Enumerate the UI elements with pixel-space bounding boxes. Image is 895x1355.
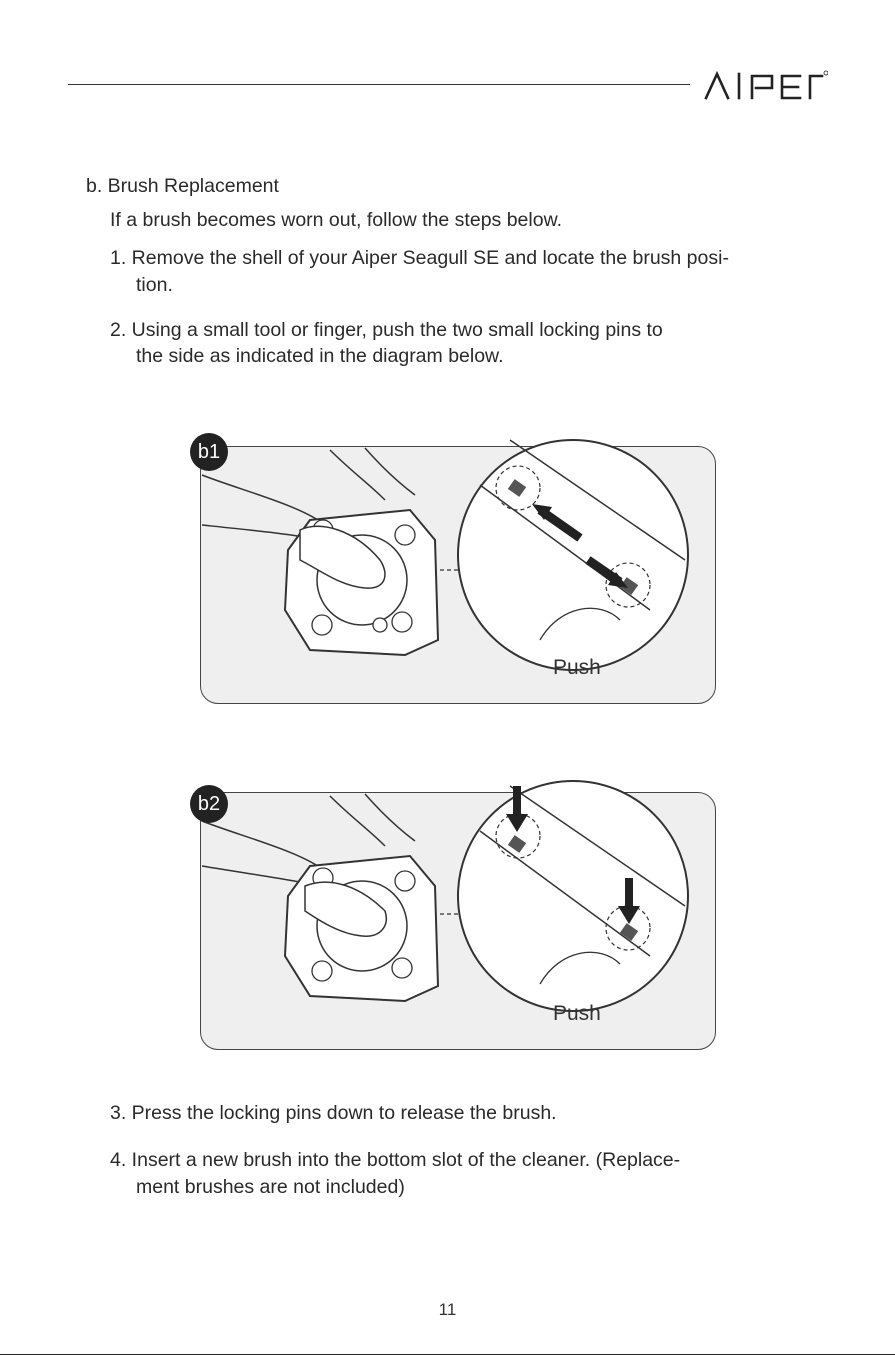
figure-b1-push-label: Push — [553, 656, 601, 679]
section-title: b. Brush Replacement — [86, 175, 279, 197]
page-number: 11 — [438, 1300, 457, 1319]
intro-text: If a brush becomes worn out, follow the steps below. — [110, 209, 562, 231]
figure-b2-push-label: Push — [553, 1002, 601, 1025]
figure-b1-illustration — [180, 410, 720, 710]
step-3-line-1: 3. Press the locking pins down to release the brush. — [110, 1102, 557, 1124]
step-4-line-1: 4. Insert a new brush into the bottom slot of the cleaner. (Replace- — [110, 1149, 681, 1171]
step-2-line-1: 2. Using a small tool or finger, push the two small locking pins to — [110, 319, 663, 341]
step-1-line-1: 1. Remove the shell of your Aiper Seagull SE and locate the brush posi- — [110, 247, 729, 269]
header-rule — [68, 84, 690, 85]
step-4-line-2: ment brushes are not included) — [136, 1176, 405, 1198]
step-1-line-2: tion. — [136, 274, 173, 296]
aiper-logo — [704, 68, 828, 102]
step-2-line-2: the side as indicated in the diagram below. — [136, 345, 504, 367]
figure-b1-badge: b1 — [190, 433, 228, 471]
figure-b2-illustration — [180, 756, 720, 1056]
figure-b2-badge: b2 — [190, 785, 228, 823]
